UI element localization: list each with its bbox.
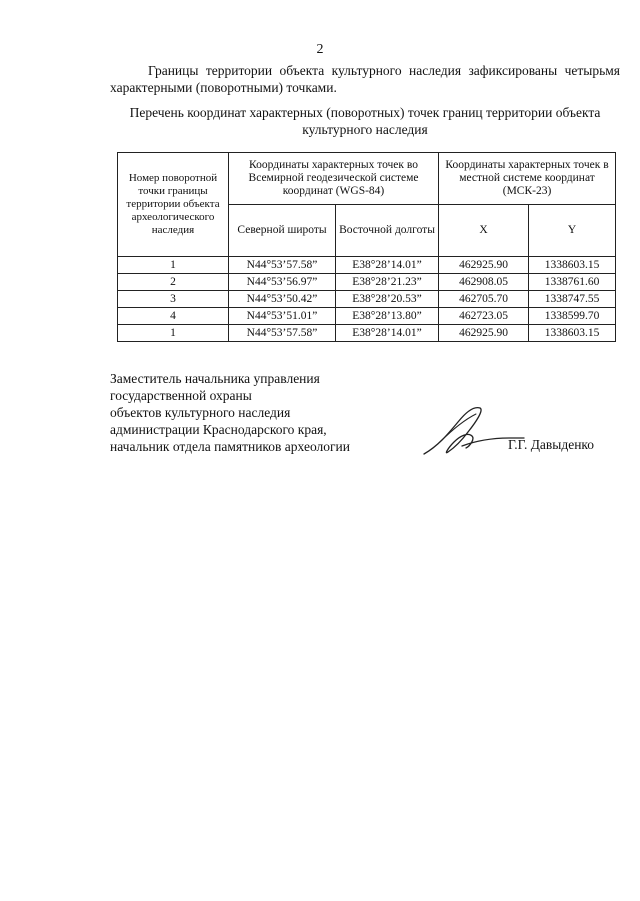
signatory-position: [110, 370, 430, 455]
cell-y: 1338603.15: [529, 257, 616, 274]
cell-latitude: N44°53’50.42”: [229, 291, 336, 308]
cell-longitude: E38°28’21.23”: [336, 274, 439, 291]
table-row: [118, 291, 616, 308]
page-number: 2: [316, 42, 324, 57]
position-line: Заместитель начальника управления: [110, 371, 320, 386]
cell-y: 1338761.60: [529, 274, 616, 291]
header-x: X: [439, 205, 529, 257]
cell-y: 1338747.55: [529, 291, 616, 308]
header-msk-group: Координаты характерных точек в местной системе координат (МСК-23): [439, 153, 616, 205]
position-line: объектов культурного наследия: [110, 405, 291, 420]
cell-latitude: N44°53’51.01”: [229, 308, 336, 325]
cell-point: 3: [118, 291, 229, 308]
cell-point: 1: [118, 325, 229, 342]
cell-x: 462908.05: [439, 274, 529, 291]
header-point-number: Номер поворотной точки границы территории объекта археологического наследия: [118, 153, 229, 257]
table-row: [118, 308, 616, 325]
cell-latitude: N44°53’57.58”: [229, 257, 336, 274]
cell-longitude: E38°28’20.53”: [336, 291, 439, 308]
header-wgs-group: Координаты характерных точек во Всемирной геодезической системе координат (WGS-84): [229, 153, 439, 205]
position-line: администрации Краснодарского края,: [110, 422, 327, 437]
cell-latitude: N44°53’57.58”: [229, 325, 336, 342]
cell-longitude: E38°28’13.80”: [336, 308, 439, 325]
cell-latitude: N44°53’56.97”: [229, 274, 336, 291]
header-latitude: Северной широты: [229, 205, 336, 257]
cell-x: 462925.90: [439, 257, 529, 274]
coordinates-table: [117, 152, 616, 342]
table-row: [118, 257, 616, 274]
cell-longitude: E38°28’14.01”: [336, 257, 439, 274]
intro-paragraph: Границы территории объекта культурного наследия зафиксированы четырьмя характерными (поворотными) точками.: [110, 63, 620, 95]
cell-x: 462723.05: [439, 308, 529, 325]
cell-point: 4: [118, 308, 229, 325]
table-row: [118, 325, 616, 342]
header-longitude: Восточной долготы: [336, 205, 439, 257]
header-y: Y: [529, 205, 616, 257]
table-title: Перечень координат характерных (поворотных) точек границ территории объекта культурного наследия: [129, 105, 601, 137]
cell-y: 1338603.15: [529, 325, 616, 342]
cell-x: 462705.70: [439, 291, 529, 308]
cell-point: 1: [118, 257, 229, 274]
position-line: начальник отдела памятников археологии: [110, 439, 350, 454]
cell-y: 1338599.70: [529, 308, 616, 325]
handwritten-signature: [418, 402, 528, 462]
position-line: государственной охраны: [110, 388, 252, 403]
table-row: [118, 274, 616, 291]
cell-longitude: E38°28’14.01”: [336, 325, 439, 342]
cell-x: 462925.90: [439, 325, 529, 342]
signer-name: Г.Г. Давыденко: [508, 437, 595, 452]
cell-point: 2: [118, 274, 229, 291]
